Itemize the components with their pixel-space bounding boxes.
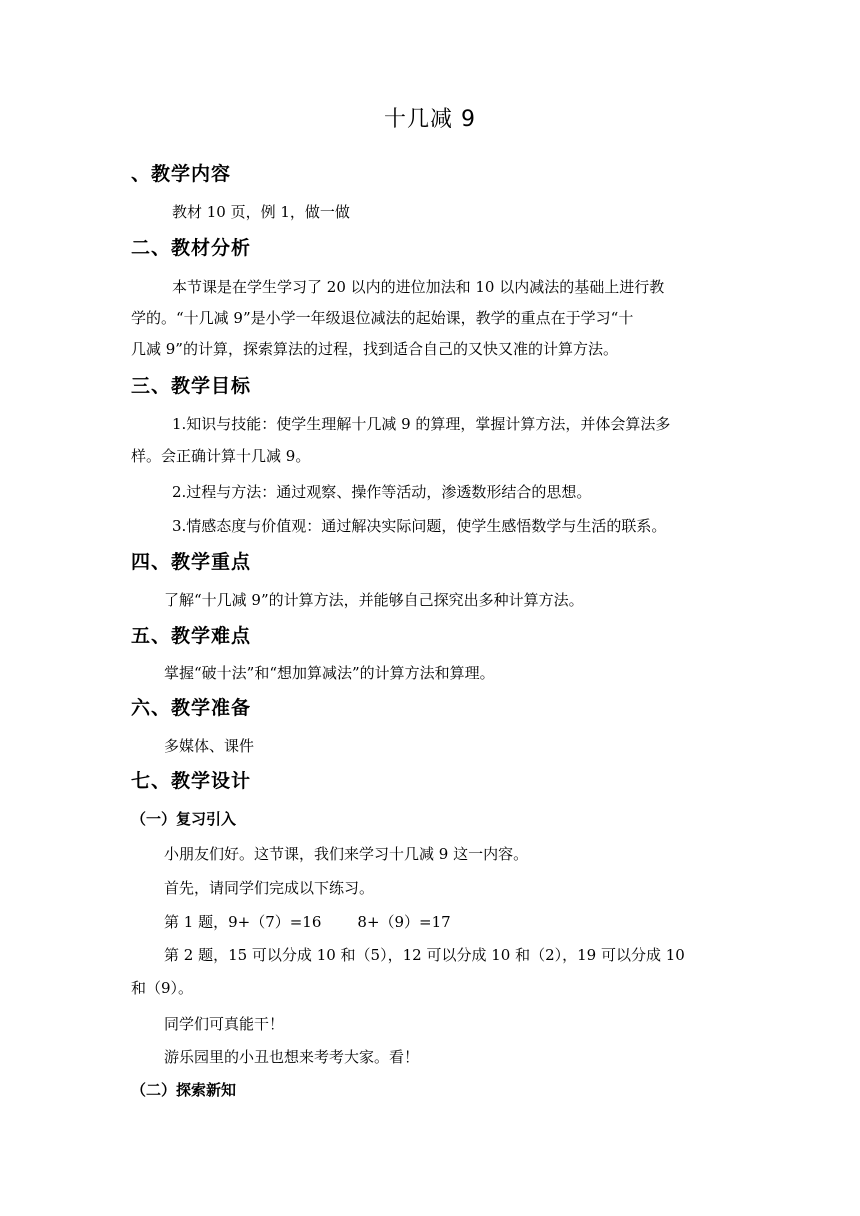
heading-teaching-goals: 三、教学目标 [131, 375, 252, 397]
review-question-2-line-1: 第 2 题，15 可以分成 10 和（5），12 可以分成 10 和（2），19 可以分成 10 [164, 946, 685, 964]
subheading-review-intro: （一）复习引入 [131, 810, 237, 828]
review-question-1 [164, 910, 451, 934]
review-para-1: 小朋友们好。这节课，我们来学习十几减 9 这一内容。 [164, 845, 529, 863]
analysis-line-3: 几减 9”的计算，探索算法的过程，找到适合自己的又快又准的计算方法。 [131, 340, 618, 358]
heading-teaching-content: 、教学内容 [131, 163, 232, 185]
goal-2: 2.过程与方法：通过观察、操作等活动，渗透数形结合的思想。 [172, 483, 592, 501]
analysis-line-2: 学的。“十几减 9”是小学一年级退位减法的起始课，教学的重点在于学习“十 [131, 309, 634, 327]
subheading-explore-new: （二）探索新知 [131, 1081, 237, 1099]
goal-3: 3.情感态度与价值观：通过解决实际问题，使学生感悟数学与生活的联系。 [172, 517, 667, 535]
review-para-3: 同学们可真能干！ [164, 1015, 285, 1033]
goal-1-line-1: 1.知识与技能：使学生理解十几减 9 的算理，掌握计算方法，并体会算法多 [172, 415, 671, 433]
heading-material-analysis: 二、教材分析 [131, 237, 252, 259]
heading-teaching-design: 七、教学设计 [131, 770, 252, 792]
preparation-text: 多媒体、课件 [164, 737, 255, 755]
question-1-part-b: 8+（9）=17 [357, 913, 451, 931]
key-points-text: 了解“十几减 9”的计算方法，并能够自己探究出多种计算方法。 [164, 591, 584, 609]
difficulties-text: 掌握“破十法”和“想加算减法”的计算方法和算理。 [164, 664, 495, 682]
heading-difficulties: 五、教学难点 [131, 625, 252, 647]
review-para-2: 首先，请同学们完成以下练习。 [164, 879, 375, 897]
review-para-4: 游乐园里的小丑也想来考考大家。看！ [164, 1048, 420, 1066]
teaching-content-text: 教材 10 页，例 1，做一做 [172, 203, 350, 221]
heading-preparation: 六、教学准备 [131, 697, 252, 719]
analysis-line-1: 本节课是在学生学习了 20 以内的进位加法和 10 以内减法的基础上进行教 [172, 278, 665, 296]
document-title: 十几减 9 [384, 107, 476, 132]
review-question-2-line-2: 和（9）。 [131, 979, 194, 997]
goal-1-line-2: 样。会正确计算十几减 9。 [131, 447, 311, 465]
heading-key-points: 四、教学重点 [131, 551, 252, 573]
question-1-part-a: 第 1 题，9+（7）=16 [164, 913, 322, 931]
